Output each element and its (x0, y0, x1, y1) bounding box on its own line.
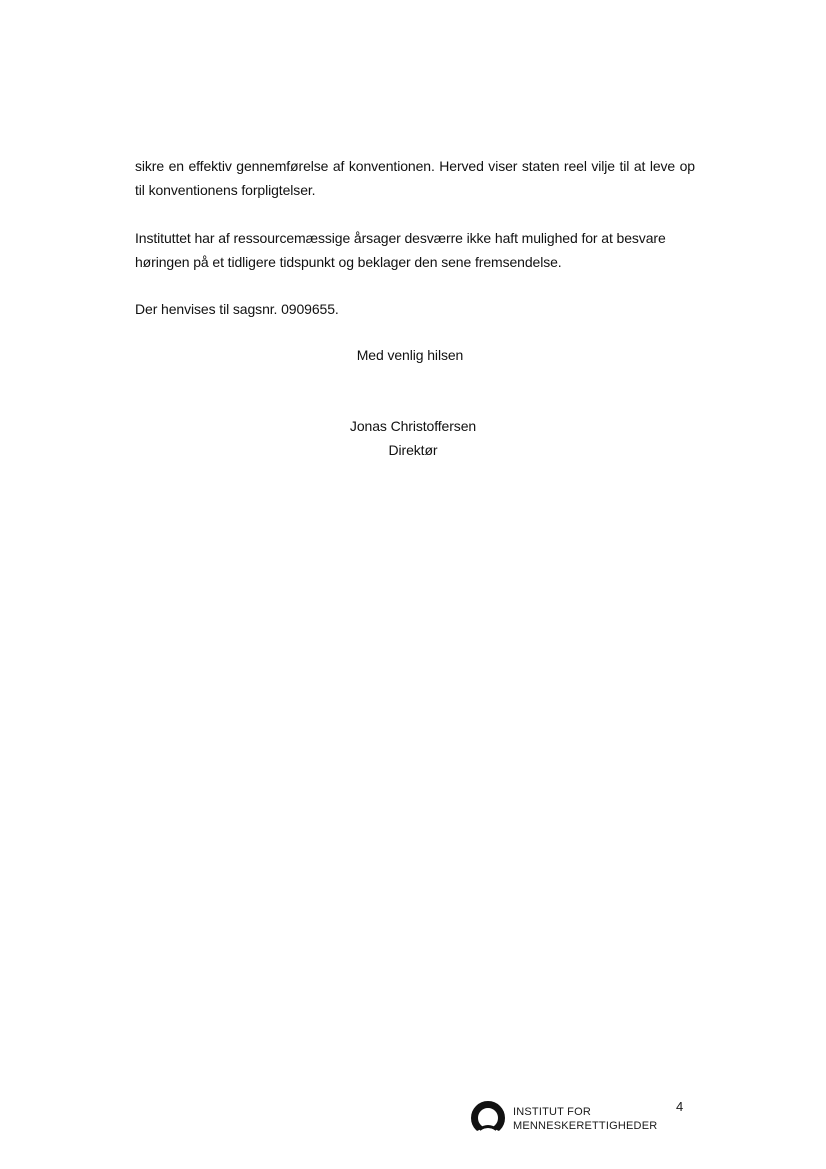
institute-logo (470, 1098, 670, 1138)
page-number: 4 (676, 1099, 684, 1114)
ring-logo-icon (470, 1100, 506, 1136)
signer-name: Jonas Christoffersen (349, 418, 477, 434)
paragraph-apology: Instituttet har af ressourcemæssige årsager desværre ikke haft mulighed for at besvare høringen på et tidligere tidspunkt og beklager den sene fremsendelse. (135, 230, 666, 270)
signer-title: Direktør (388, 442, 438, 458)
logo-wordmark (513, 1105, 657, 1133)
closing-greeting: Med venlig hilsen (356, 347, 464, 363)
paragraph-convention: sikre en effektiv gennemførelse af konventionen. Herved viser staten reel vilje til at leve op til konventionens forpligtelser. (135, 158, 695, 198)
logo-line-1: INSTITUT FOR (513, 1106, 591, 1118)
logo-line-2: MENNESKERETTIGHEDER (513, 1120, 658, 1132)
paragraph-case-reference: Der henvises til sagsnr. 0909655. (135, 301, 339, 317)
